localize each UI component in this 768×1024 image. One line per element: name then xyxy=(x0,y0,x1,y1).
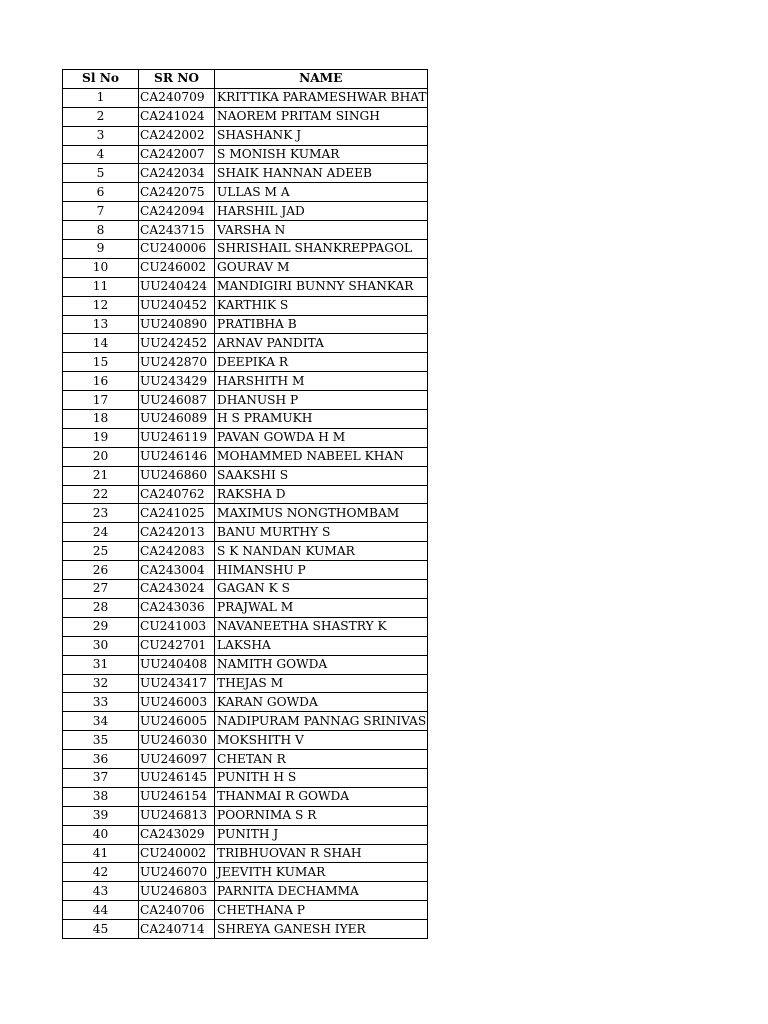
cell-name: DEEPIKA R xyxy=(215,353,428,372)
cell-sr-no: CU242701 xyxy=(139,636,215,655)
cell-sr-no: UU246003 xyxy=(139,693,215,712)
cell-name: NAVANEETHA SHASTRY K xyxy=(215,617,428,636)
table-row xyxy=(63,88,428,107)
cell-name: LAKSHA xyxy=(215,636,428,655)
table-row xyxy=(63,655,428,674)
cell-name: ULLAS M A xyxy=(215,183,428,202)
cell-name: KARTHIK S xyxy=(215,296,428,315)
cell-name: MAXIMUS NONGTHOMBAM xyxy=(215,504,428,523)
cell-sr-no: CA240762 xyxy=(139,485,215,504)
table-row xyxy=(63,636,428,655)
cell-sr-no: UU246087 xyxy=(139,391,215,410)
cell-name: SAAKSHI S xyxy=(215,466,428,485)
cell-sl-no: 4 xyxy=(63,145,139,164)
table-row xyxy=(63,428,428,447)
cell-sr-no: UU246154 xyxy=(139,787,215,806)
cell-sr-no: CA243029 xyxy=(139,825,215,844)
table-row xyxy=(63,258,428,277)
cell-name: TRIBHUOVAN R SHAH xyxy=(215,844,428,863)
table-row xyxy=(63,863,428,882)
table-row xyxy=(63,107,428,126)
cell-name: SHRISHAIL SHANKREPPAGOL xyxy=(215,240,428,259)
cell-name: CHETHANA P xyxy=(215,901,428,920)
cell-sr-no: CA243004 xyxy=(139,561,215,580)
cell-sl-no: 38 xyxy=(63,787,139,806)
cell-sl-no: 13 xyxy=(63,315,139,334)
cell-sr-no: UU246089 xyxy=(139,410,215,429)
cell-sl-no: 35 xyxy=(63,731,139,750)
table-row xyxy=(63,693,428,712)
cell-sr-no: UU246005 xyxy=(139,712,215,731)
cell-sl-no: 20 xyxy=(63,447,139,466)
cell-sl-no: 2 xyxy=(63,107,139,126)
cell-sr-no: CU246002 xyxy=(139,258,215,277)
table-row xyxy=(63,542,428,561)
cell-sl-no: 7 xyxy=(63,202,139,221)
cell-sl-no: 32 xyxy=(63,674,139,693)
cell-sr-no: UU240452 xyxy=(139,296,215,315)
cell-sl-no: 5 xyxy=(63,164,139,183)
table-row xyxy=(63,353,428,372)
cell-sl-no: 8 xyxy=(63,221,139,240)
cell-sr-no: UU240408 xyxy=(139,655,215,674)
table-row xyxy=(63,145,428,164)
table-row xyxy=(63,447,428,466)
cell-sr-no: CA241025 xyxy=(139,504,215,523)
cell-sl-no: 25 xyxy=(63,542,139,561)
cell-sr-no: UU246030 xyxy=(139,731,215,750)
cell-sl-no: 28 xyxy=(63,598,139,617)
cell-sl-no: 3 xyxy=(63,126,139,145)
cell-sr-no: CA240709 xyxy=(139,88,215,107)
header-row xyxy=(63,70,428,89)
table-row xyxy=(63,787,428,806)
cell-sl-no: 24 xyxy=(63,523,139,542)
cell-sr-no: UU243429 xyxy=(139,372,215,391)
table-row xyxy=(63,580,428,599)
cell-sr-no: CA242034 xyxy=(139,164,215,183)
table-row xyxy=(63,372,428,391)
table-row xyxy=(63,221,428,240)
cell-name: PRAJWAL M xyxy=(215,598,428,617)
cell-name: GAGAN K S xyxy=(215,580,428,599)
cell-sl-no: 29 xyxy=(63,617,139,636)
cell-name: S MONISH KUMAR xyxy=(215,145,428,164)
cell-name: THEJAS M xyxy=(215,674,428,693)
cell-sl-no: 10 xyxy=(63,258,139,277)
table-row xyxy=(63,164,428,183)
cell-sr-no: CU240006 xyxy=(139,240,215,259)
cell-sr-no: CA243036 xyxy=(139,598,215,617)
cell-sr-no: UU246860 xyxy=(139,466,215,485)
cell-name: GOURAV M xyxy=(215,258,428,277)
table-row xyxy=(63,334,428,353)
table-row xyxy=(63,617,428,636)
cell-sr-no: CA242094 xyxy=(139,202,215,221)
table-row xyxy=(63,315,428,334)
cell-sl-no: 40 xyxy=(63,825,139,844)
cell-sl-no: 1 xyxy=(63,88,139,107)
cell-name: SHREYA GANESH IYER xyxy=(215,920,428,939)
table-row xyxy=(63,844,428,863)
table-row xyxy=(63,202,428,221)
cell-name: RAKSHA D xyxy=(215,485,428,504)
cell-name: PUNITH J xyxy=(215,825,428,844)
table-row xyxy=(63,768,428,787)
cell-name: PARNITA DECHAMMA xyxy=(215,882,428,901)
cell-sl-no: 26 xyxy=(63,561,139,580)
cell-sl-no: 21 xyxy=(63,466,139,485)
table-row xyxy=(63,466,428,485)
cell-sr-no: CA241024 xyxy=(139,107,215,126)
table-row xyxy=(63,674,428,693)
cell-name: CHETAN R xyxy=(215,750,428,769)
table-row xyxy=(63,731,428,750)
table-row xyxy=(63,806,428,825)
cell-sr-no: UU246119 xyxy=(139,428,215,447)
cell-sl-no: 42 xyxy=(63,863,139,882)
cell-name: MOHAMMED NABEEL KHAN xyxy=(215,447,428,466)
table-row xyxy=(63,920,428,939)
cell-sr-no: UU242870 xyxy=(139,353,215,372)
cell-sl-no: 16 xyxy=(63,372,139,391)
table-row xyxy=(63,712,428,731)
cell-sr-no: UU246146 xyxy=(139,447,215,466)
cell-sl-no: 12 xyxy=(63,296,139,315)
cell-sr-no: UU240890 xyxy=(139,315,215,334)
cell-sl-no: 17 xyxy=(63,391,139,410)
cell-name: BANU MURTHY S xyxy=(215,523,428,542)
student-list-table xyxy=(62,69,428,939)
cell-sl-no: 30 xyxy=(63,636,139,655)
cell-sl-no: 41 xyxy=(63,844,139,863)
cell-sl-no: 18 xyxy=(63,410,139,429)
table-row xyxy=(63,183,428,202)
cell-name: NAMITH GOWDA xyxy=(215,655,428,674)
cell-sl-no: 39 xyxy=(63,806,139,825)
cell-sl-no: 22 xyxy=(63,485,139,504)
cell-name: SHAIK HANNAN ADEEB xyxy=(215,164,428,183)
cell-sr-no: UU246070 xyxy=(139,863,215,882)
cell-name: HIMANSHU P xyxy=(215,561,428,580)
cell-name: PAVAN GOWDA H M xyxy=(215,428,428,447)
cell-name: KRITTIKA PARAMESHWAR BHAT xyxy=(215,88,428,107)
cell-sr-no: UU246803 xyxy=(139,882,215,901)
table-body xyxy=(63,88,428,938)
cell-sr-no: UU246813 xyxy=(139,806,215,825)
table-row xyxy=(63,523,428,542)
cell-name: HARSHIL JAD xyxy=(215,202,428,221)
cell-name: JEEVITH KUMAR xyxy=(215,863,428,882)
cell-sr-no: CA242013 xyxy=(139,523,215,542)
cell-sr-no: UU246097 xyxy=(139,750,215,769)
cell-sr-no: CA242007 xyxy=(139,145,215,164)
cell-sl-no: 27 xyxy=(63,580,139,599)
cell-name: SHASHANK J xyxy=(215,126,428,145)
cell-sr-no: CU241003 xyxy=(139,617,215,636)
cell-sl-no: 9 xyxy=(63,240,139,259)
cell-name: NADIPURAM PANNAG SRINIVAS xyxy=(215,712,428,731)
cell-name: HARSHITH M xyxy=(215,372,428,391)
cell-sr-no: CU240002 xyxy=(139,844,215,863)
cell-sl-no: 36 xyxy=(63,750,139,769)
cell-sl-no: 14 xyxy=(63,334,139,353)
cell-sl-no: 34 xyxy=(63,712,139,731)
cell-sl-no: 6 xyxy=(63,183,139,202)
table-row xyxy=(63,277,428,296)
cell-sr-no: UU242452 xyxy=(139,334,215,353)
cell-name: POORNIMA S R xyxy=(215,806,428,825)
cell-sl-no: 43 xyxy=(63,882,139,901)
cell-name: PRATIBHA B xyxy=(215,315,428,334)
cell-name: MANDIGIRI BUNNY SHANKAR xyxy=(215,277,428,296)
cell-sl-no: 23 xyxy=(63,504,139,523)
cell-sl-no: 31 xyxy=(63,655,139,674)
cell-sr-no: CA240714 xyxy=(139,920,215,939)
cell-sr-no: CA242075 xyxy=(139,183,215,202)
cell-sl-no: 44 xyxy=(63,901,139,920)
cell-name: ARNAV PANDITA xyxy=(215,334,428,353)
table-row xyxy=(63,504,428,523)
table-row xyxy=(63,126,428,145)
table-row xyxy=(63,561,428,580)
cell-name: H S PRAMUKH xyxy=(215,410,428,429)
cell-name: PUNITH H S xyxy=(215,768,428,787)
table-row xyxy=(63,598,428,617)
cell-name: MOKSHITH V xyxy=(215,731,428,750)
cell-sr-no: CA242002 xyxy=(139,126,215,145)
table-row xyxy=(63,882,428,901)
cell-sr-no: CA242083 xyxy=(139,542,215,561)
table-row xyxy=(63,825,428,844)
cell-name: S K NANDAN KUMAR xyxy=(215,542,428,561)
cell-sr-no: UU240424 xyxy=(139,277,215,296)
cell-name: NAOREM PRITAM SINGH xyxy=(215,107,428,126)
cell-sl-no: 11 xyxy=(63,277,139,296)
cell-sr-no: CA243715 xyxy=(139,221,215,240)
cell-sr-no: UU243417 xyxy=(139,674,215,693)
table-row xyxy=(63,391,428,410)
cell-name: THANMAI R GOWDA xyxy=(215,787,428,806)
table-row xyxy=(63,750,428,769)
header-sr-no: SR NO xyxy=(139,70,215,89)
cell-sl-no: 15 xyxy=(63,353,139,372)
cell-sr-no: CA240706 xyxy=(139,901,215,920)
cell-sl-no: 33 xyxy=(63,693,139,712)
table-row xyxy=(63,410,428,429)
table-row xyxy=(63,901,428,920)
header-name: NAME xyxy=(215,70,428,89)
cell-sl-no: 19 xyxy=(63,428,139,447)
header-sl-no: Sl No xyxy=(63,70,139,89)
table-row xyxy=(63,296,428,315)
cell-name: VARSHA N xyxy=(215,221,428,240)
cell-sr-no: CA243024 xyxy=(139,580,215,599)
cell-sr-no: UU246145 xyxy=(139,768,215,787)
table-row xyxy=(63,485,428,504)
cell-name: DHANUSH P xyxy=(215,391,428,410)
cell-sl-no: 37 xyxy=(63,768,139,787)
table-row xyxy=(63,240,428,259)
cell-sl-no: 45 xyxy=(63,920,139,939)
cell-name: KARAN GOWDA xyxy=(215,693,428,712)
